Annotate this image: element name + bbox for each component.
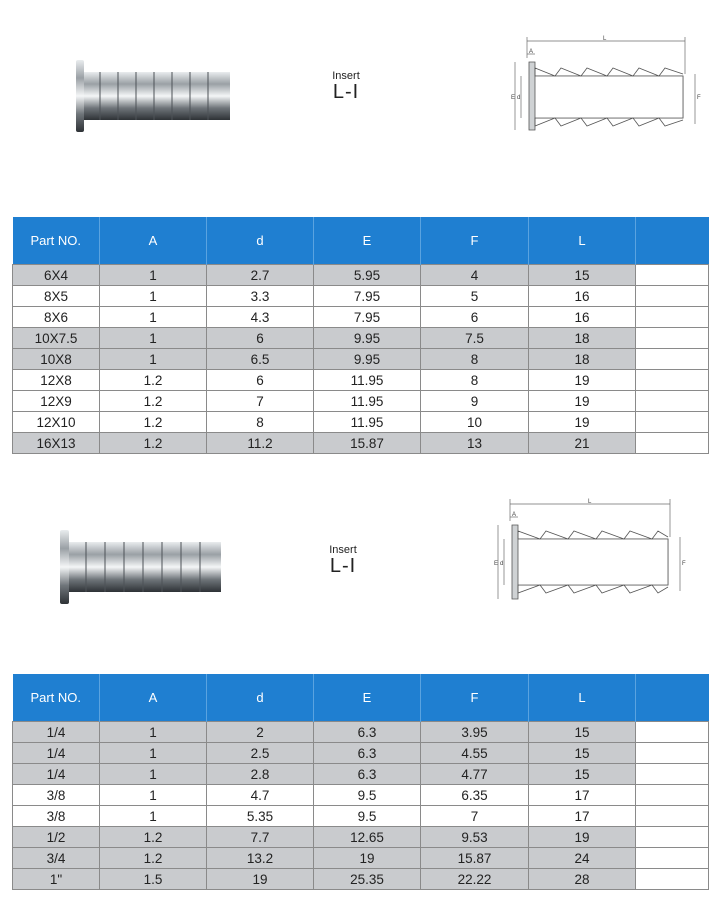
cell: 22.22 xyxy=(421,869,529,890)
cell: 25.35 xyxy=(314,869,421,890)
col-extra xyxy=(636,217,709,265)
cell: 15 xyxy=(529,764,636,785)
cell: 11.95 xyxy=(314,412,421,433)
table-row xyxy=(13,370,709,391)
cell: 5.35 xyxy=(207,806,314,827)
table-row xyxy=(13,349,709,370)
cell: 6 xyxy=(421,307,529,328)
caption-subtitle: Insert xyxy=(329,544,357,556)
cell: 11.2 xyxy=(207,433,314,454)
cell: 1.5 xyxy=(100,869,207,890)
cell: 6.5 xyxy=(207,349,314,370)
cell: 6 xyxy=(207,328,314,349)
cell: 1.2 xyxy=(100,848,207,869)
cell: 12X10 xyxy=(13,412,100,433)
dim-label-a: A xyxy=(529,49,534,55)
cell: 12X9 xyxy=(13,391,100,412)
cell: 1 xyxy=(100,286,207,307)
table-row xyxy=(13,412,709,433)
dim-label-l: L xyxy=(603,36,607,42)
cell: 6X4 xyxy=(13,265,100,286)
cell: 9.95 xyxy=(314,328,421,349)
cell: 10 xyxy=(421,412,529,433)
cell: 1 xyxy=(100,349,207,370)
cell: 6.3 xyxy=(314,764,421,785)
cell xyxy=(636,848,709,869)
cell: 4.77 xyxy=(421,764,529,785)
insert-photo-2 xyxy=(58,530,224,604)
dim-label-d: d xyxy=(517,95,521,101)
cell: 15.87 xyxy=(421,848,529,869)
caption-subtitle: Insert xyxy=(332,70,360,82)
cell: 2 xyxy=(207,722,314,743)
cell: 15.87 xyxy=(314,433,421,454)
dim-label-e: E xyxy=(494,561,499,567)
col-e: E xyxy=(314,217,421,265)
cell xyxy=(636,328,709,349)
cell: 9.5 xyxy=(314,806,421,827)
cell: 1 xyxy=(100,722,207,743)
cell: 17 xyxy=(529,785,636,806)
cell xyxy=(636,827,709,848)
cell: 3/8 xyxy=(13,806,100,827)
col-f: F xyxy=(421,217,529,265)
insert-section-2 xyxy=(0,455,721,897)
cell: 9 xyxy=(421,391,529,412)
technical-drawing-2 xyxy=(488,495,688,605)
cell xyxy=(636,433,709,454)
spec-table-1 xyxy=(12,217,709,454)
col-d: d xyxy=(207,217,314,265)
cell: 24 xyxy=(529,848,636,869)
cell: 3.3 xyxy=(207,286,314,307)
cell: 8X6 xyxy=(13,307,100,328)
dim-label-e: E xyxy=(511,95,516,101)
cell xyxy=(636,764,709,785)
caption-model: L-I xyxy=(329,555,357,577)
cell: 1 xyxy=(100,806,207,827)
cell: 6 xyxy=(207,370,314,391)
cell: 8 xyxy=(421,370,529,391)
cell: 17 xyxy=(529,806,636,827)
cell: 16 xyxy=(529,286,636,307)
col-f: F xyxy=(421,674,529,722)
table-row xyxy=(13,391,709,412)
cell: 7.95 xyxy=(314,307,421,328)
table-row xyxy=(13,827,709,848)
spec-table-2 xyxy=(12,674,709,890)
table-row xyxy=(13,265,709,286)
table-row xyxy=(13,869,709,890)
cell: 10X8 xyxy=(13,349,100,370)
table-row xyxy=(13,286,709,307)
cell: 15 xyxy=(529,743,636,764)
cell xyxy=(636,785,709,806)
cell: 9.53 xyxy=(421,827,529,848)
cell xyxy=(636,391,709,412)
col-a: A xyxy=(100,674,207,722)
table-row xyxy=(13,307,709,328)
table-row xyxy=(13,743,709,764)
cell: 8 xyxy=(207,412,314,433)
cell: 1.2 xyxy=(100,827,207,848)
dim-label-f: F xyxy=(682,561,686,567)
cell: 8 xyxy=(421,349,529,370)
cell xyxy=(636,743,709,764)
cell: 1 xyxy=(100,328,207,349)
cell xyxy=(636,806,709,827)
cell: 12.65 xyxy=(314,827,421,848)
cell: 11.95 xyxy=(314,370,421,391)
cell: 15 xyxy=(529,265,636,286)
cell: 28 xyxy=(529,869,636,890)
cell: 16 xyxy=(529,307,636,328)
col-l: L xyxy=(529,217,636,265)
cell: 2.8 xyxy=(207,764,314,785)
cell: 21 xyxy=(529,433,636,454)
cell: 16X13 xyxy=(13,433,100,454)
cell: 15 xyxy=(529,722,636,743)
cell xyxy=(636,722,709,743)
cell: 19 xyxy=(529,370,636,391)
col-part-no: Part NO. xyxy=(13,217,100,265)
cell: 7.7 xyxy=(207,827,314,848)
cell: 2.7 xyxy=(207,265,314,286)
cell: 19 xyxy=(529,412,636,433)
col-l: L xyxy=(529,674,636,722)
cell: 1/4 xyxy=(13,743,100,764)
table-row xyxy=(13,722,709,743)
cell: 1 xyxy=(100,743,207,764)
cell: 12X8 xyxy=(13,370,100,391)
cell: 18 xyxy=(529,349,636,370)
col-extra xyxy=(636,674,709,722)
cell: 4.3 xyxy=(207,307,314,328)
cell: 6.35 xyxy=(421,785,529,806)
cell: 1.2 xyxy=(100,433,207,454)
table-header-row xyxy=(13,217,709,265)
caption-model: L-I xyxy=(332,81,360,103)
col-d: d xyxy=(207,674,314,722)
cell: 10X7.5 xyxy=(13,328,100,349)
cell: 7.5 xyxy=(421,328,529,349)
cell xyxy=(636,307,709,328)
table-row xyxy=(13,433,709,454)
cell xyxy=(636,265,709,286)
cell: 4 xyxy=(421,265,529,286)
cell: 5.95 xyxy=(314,265,421,286)
table-row xyxy=(13,785,709,806)
cell: 1.2 xyxy=(100,370,207,391)
cell: 2.5 xyxy=(207,743,314,764)
cell: 1/4 xyxy=(13,722,100,743)
cell: 5 xyxy=(421,286,529,307)
cell: 7 xyxy=(207,391,314,412)
cell: 1 xyxy=(100,785,207,806)
cell: 11.95 xyxy=(314,391,421,412)
cell: 1 xyxy=(100,265,207,286)
insert-photo-1 xyxy=(74,60,234,132)
cell: 1/2 xyxy=(13,827,100,848)
product-caption-1 xyxy=(318,70,374,102)
technical-drawing-1 xyxy=(505,34,705,134)
cell xyxy=(636,349,709,370)
cell: 3/8 xyxy=(13,785,100,806)
cell: 13.2 xyxy=(207,848,314,869)
cell: 7 xyxy=(421,806,529,827)
table-row xyxy=(13,764,709,785)
cell: 1/4 xyxy=(13,764,100,785)
cell xyxy=(636,869,709,890)
cell: 7.95 xyxy=(314,286,421,307)
cell: 4.55 xyxy=(421,743,529,764)
cell: 1.2 xyxy=(100,412,207,433)
product-caption-2 xyxy=(315,544,371,576)
cell: 4.7 xyxy=(207,785,314,806)
cell: 19 xyxy=(314,848,421,869)
col-part-no: Part NO. xyxy=(13,674,100,722)
cell: 3.95 xyxy=(421,722,529,743)
cell xyxy=(636,370,709,391)
cell: 1 xyxy=(100,764,207,785)
cell: 6.3 xyxy=(314,722,421,743)
cell: 8X5 xyxy=(13,286,100,307)
cell: 1" xyxy=(13,869,100,890)
cell: 18 xyxy=(529,328,636,349)
cell xyxy=(636,412,709,433)
cell: 19 xyxy=(529,827,636,848)
cell: 9.95 xyxy=(314,349,421,370)
cell xyxy=(636,286,709,307)
cell: 19 xyxy=(207,869,314,890)
dim-label-f: F xyxy=(697,95,701,101)
col-a: A xyxy=(100,217,207,265)
dim-label-l: L xyxy=(588,499,592,505)
col-e: E xyxy=(314,674,421,722)
cell: 19 xyxy=(529,391,636,412)
dim-label-a: A xyxy=(512,512,517,518)
cell: 1 xyxy=(100,307,207,328)
dim-label-d: d xyxy=(500,561,504,567)
table-row xyxy=(13,806,709,827)
cell: 1.2 xyxy=(100,391,207,412)
cell: 9.5 xyxy=(314,785,421,806)
cell: 3/4 xyxy=(13,848,100,869)
table-row xyxy=(13,848,709,869)
table-row xyxy=(13,328,709,349)
cell: 13 xyxy=(421,433,529,454)
cell: 6.3 xyxy=(314,743,421,764)
table-header-row xyxy=(13,674,709,722)
